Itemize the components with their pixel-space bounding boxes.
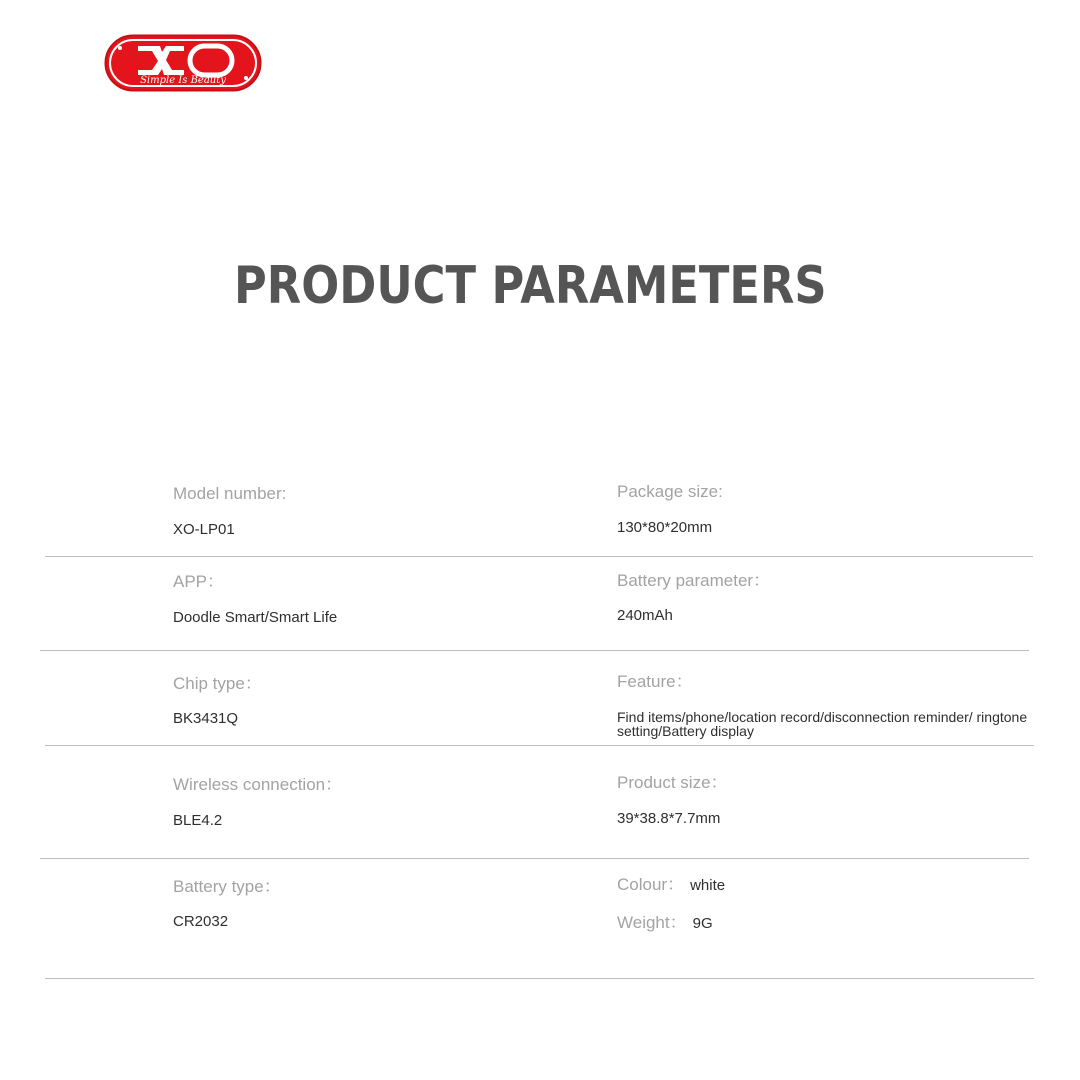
feature-value: Find items/phone/location record/disconnection reminder/ ringtone setting/Battery display [617, 709, 1028, 739]
page-title: PRODUCT PARAMETERS [234, 256, 827, 316]
divider [40, 858, 1029, 859]
weight-label [617, 913, 713, 934]
divider [45, 745, 1034, 746]
divider [45, 978, 1034, 979]
wireless-connection-label: Wireless connection： [173, 775, 343, 794]
divider [45, 556, 1033, 557]
colour-label-text: Colour： [617, 875, 685, 894]
logo-slogan: Simple Is Beauty [140, 75, 226, 86]
divider [40, 650, 1029, 651]
model-number-label: Model number: [173, 484, 287, 503]
model-number-value: XO-LP01 [173, 521, 235, 538]
package-size-value: 130*80*20mm [617, 519, 713, 536]
xo-logo [104, 34, 262, 92]
chip-type-value: BK3431Q [173, 710, 239, 727]
product-size-label: Product size： [617, 773, 728, 792]
weight-label-text: Weight： [617, 913, 687, 932]
battery-parameter-value: 240mAh [617, 607, 673, 624]
product-size-value: 39*38.8*7.7mm [617, 810, 721, 827]
battery-parameter-label: Battery parameter： [617, 571, 771, 590]
package-size-label: Package size: [617, 482, 723, 501]
weight-value: 9G [692, 915, 713, 932]
chip-type-label: Chip type： [173, 674, 262, 693]
app-label: APP： [173, 572, 225, 591]
battery-type-label: Battery type： [173, 877, 281, 896]
colour-value: white [690, 877, 726, 894]
colour-label [617, 875, 725, 896]
battery-type-value: CR2032 [173, 913, 229, 930]
app-value: Doodle Smart/Smart Life [173, 609, 338, 626]
feature-label: Feature： [617, 672, 693, 691]
wireless-connection-value: BLE4.2 [173, 812, 223, 829]
